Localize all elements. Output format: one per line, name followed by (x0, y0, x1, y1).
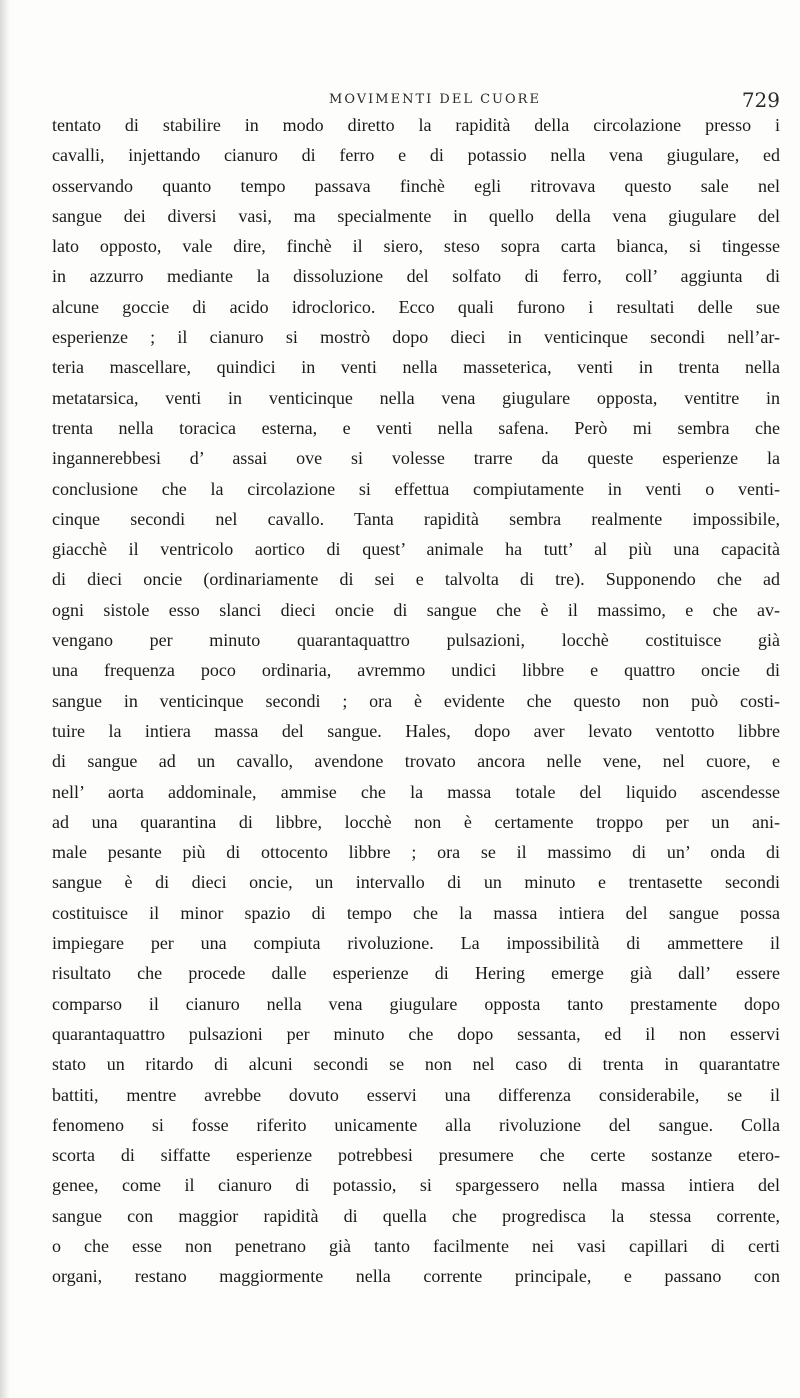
text-line: sangue con maggior rapidità di quella che progredisca la stessa corrente, (52, 1205, 780, 1226)
text-line: metatarsica, venti in venticinque nella vena giugulare opposta, ventitre in (52, 387, 780, 408)
text-line: sangue dei diversi vasi, ma specialmente in quello della vena giugulare del (52, 205, 780, 226)
text-line: teria mascellare, quindici in venti nella masseterica, venti in trenta nella (52, 357, 780, 378)
page-number: 729 (741, 88, 780, 112)
text-line: impiegare per una compiuta rivoluzione. La impossibilità di ammettere il (52, 933, 780, 954)
page-edge-shadow (0, 0, 10, 1398)
text-line: o che esse non penetrano già tanto facilmente nei vasi capillari di certi (52, 1235, 780, 1256)
text-line: ingannerebbesi d’ assai ove si volesse trarre da queste esperienze la (52, 448, 780, 469)
text-line: battiti, mentre avrebbe dovuto esservi una differenza considerabile, se il (52, 1084, 780, 1105)
text-line: tentato di stabilire in modo diretto la rapidità della circolazione presso i (52, 115, 780, 135)
text-line: sangue in venticinque secondi ; ora è evidente che questo non può costi- (52, 690, 780, 711)
text-line: in azzurro mediante la dissoluzione del solfato di ferro, coll’ aggiunta di (52, 266, 780, 287)
text-line: organi, restano maggiormente nella corrente principale, e passano con (52, 1266, 780, 1287)
text-line: costituisce il minor spazio di tempo che la massa intiera del sangue possa (52, 902, 780, 923)
text-line: sangue è di dieci oncie, un intervallo di un minuto e trentasette secondi (52, 872, 780, 893)
text-line: giacchè il ventricolo aortico di quest’ animale ha tutt’ al più una capacità (52, 539, 780, 560)
text-line: scorta di siffatte esperienze potrebbesi presumere che certe sostanze etero- (52, 1145, 780, 1166)
text-line: ad una quarantina di libbre, locchè non è certamente troppo per un ani- (52, 811, 780, 832)
text-line: ogni sistole esso slanci dieci oncie di sangue che è il massimo, e che av- (52, 599, 780, 620)
text-line: esperienze ; il cianuro si mostrò dopo dieci in venticinque secondi nell’ar- (52, 327, 780, 348)
text-line: lato opposto, vale dire, finchè il siero, steso sopra carta bianca, si tingesse (52, 236, 780, 257)
text-line: vengano per minuto quarantaquattro pulsazioni, locchè costituisce già (52, 630, 780, 651)
text-line: quarantaquattro pulsazioni per minuto che dopo sessanta, ed il non esservi (52, 1023, 780, 1044)
text-line: risultato che procede dalle esperienze di Hering emerge già dall’ essere (52, 963, 780, 984)
text-line: cavalli, injettando cianuro di ferro e di potassio nella vena giugulare, ed (52, 145, 780, 166)
text-line: trenta nella toracica esterna, e venti nella safena. Però mi sembra che (52, 417, 780, 438)
body-text (52, 110, 780, 1292)
text-line: fenomeno si fosse riferito unicamente alla rivoluzione del sangue. Colla (52, 1114, 780, 1135)
text-line: una frequenza poco ordinaria, avremmo undici libbre e quattro oncie di (52, 660, 780, 681)
text-line: conclusione che la circolazione si effettua compiutamente in venti o venti- (52, 478, 780, 499)
text-line: genee, come il cianuro di potassio, si spargessero nella massa intiera del (52, 1175, 780, 1196)
text-line: male pesante più di ottocento libbre ; ora se il massimo di un’ onda di (52, 842, 780, 863)
text-line: stato un ritardo di alcuni secondi se non nel caso di trenta in quarantatre (52, 1054, 780, 1075)
text-line: alcune goccie di acido idroclorico. Ecco quali furono i resultati delle sue (52, 296, 780, 317)
text-line: di dieci oncie (ordinariamente di sei e talvolta di tre). Supponendo che ad (52, 569, 780, 590)
text-line: nell’ aorta addominale, ammise che la massa totale del liquido ascendesse (52, 781, 780, 802)
running-title: MOVIMENTI DEL CUORE (329, 92, 541, 107)
text-line: di sangue ad un cavallo, avendone trovato ancora nelle vene, nel cuore, e (52, 751, 780, 772)
text-line: tuire la intiera massa del sangue. Hales, dopo aver levato ventotto libbre (52, 720, 780, 741)
text-line: osservando quanto tempo passava finchè egli ritrovava questo sale nel (52, 175, 780, 196)
text-line: comparso il cianuro nella vena giugulare opposta tanto prestamente dopo (52, 993, 780, 1014)
text-line: cinque secondi nel cavallo. Tanta rapidità sembra realmente impossibile, (52, 508, 780, 529)
